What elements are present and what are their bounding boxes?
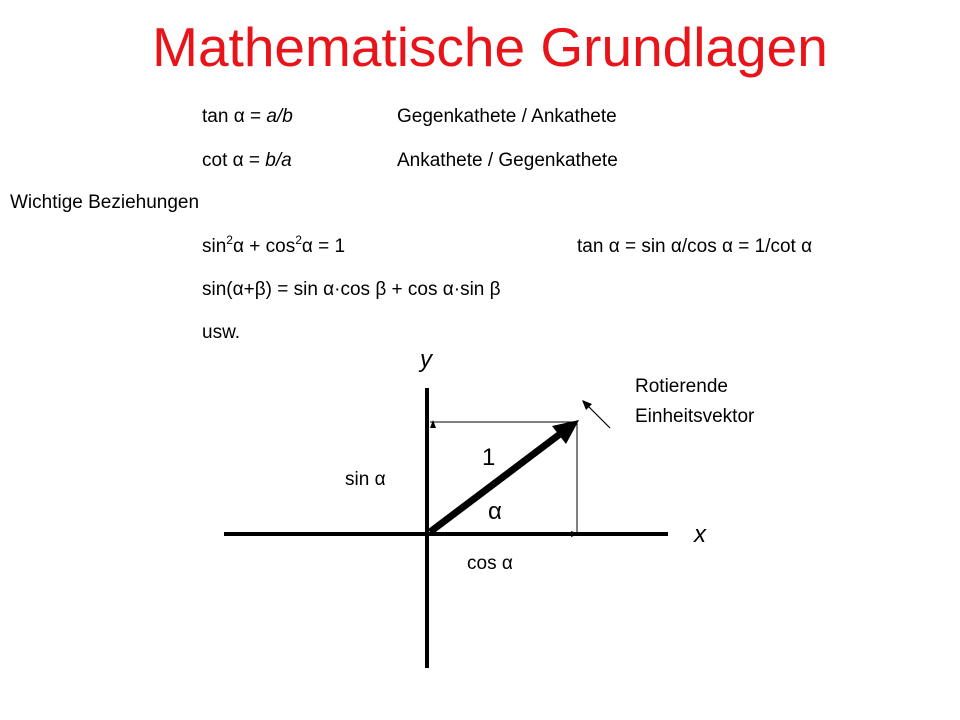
cot-definition-ratio: b/a (265, 150, 292, 171)
page-title: Mathematische Grundlagen (152, 16, 828, 78)
tan-description: Gegenkathete / Ankathete (397, 106, 617, 127)
cot-definition-lhs: cot α = (202, 150, 266, 171)
tan-definition-ratio: a/b (266, 106, 293, 127)
cos-tick-marker (571, 531, 579, 537)
x-axis-label: x (694, 521, 706, 548)
tan-definition-lhs: tan α = (202, 106, 267, 127)
relations-heading: Wichtige Beziehungen (10, 192, 200, 213)
identity-mid: α + cos (232, 236, 296, 257)
identity-end: α = 1 (301, 236, 346, 257)
identity-sin-exponent: 2 (226, 233, 233, 247)
etc-text: usw. (202, 322, 241, 343)
pointer-label-line2: Einheitsvektor (635, 406, 755, 427)
identity-sin: sin (202, 236, 227, 257)
identity-cos-exponent: 2 (295, 233, 302, 247)
addition-theorem: sin(α+β) = sin α·cos β + cos α·sin β (202, 279, 501, 300)
tan-identity: tan α = sin α/cos α = 1/cot α (577, 236, 813, 257)
angle-label: α (488, 498, 502, 525)
sin-label: sin α (345, 469, 386, 490)
y-axis-label: y (420, 346, 432, 373)
cot-description: Ankathete / Gegenkathete (397, 150, 618, 171)
cos-label: cos α (467, 553, 513, 574)
pointer-label-line1: Rotierende (635, 376, 728, 397)
vector-length-label: 1 (482, 444, 496, 471)
sin-tick-marker (430, 420, 436, 428)
